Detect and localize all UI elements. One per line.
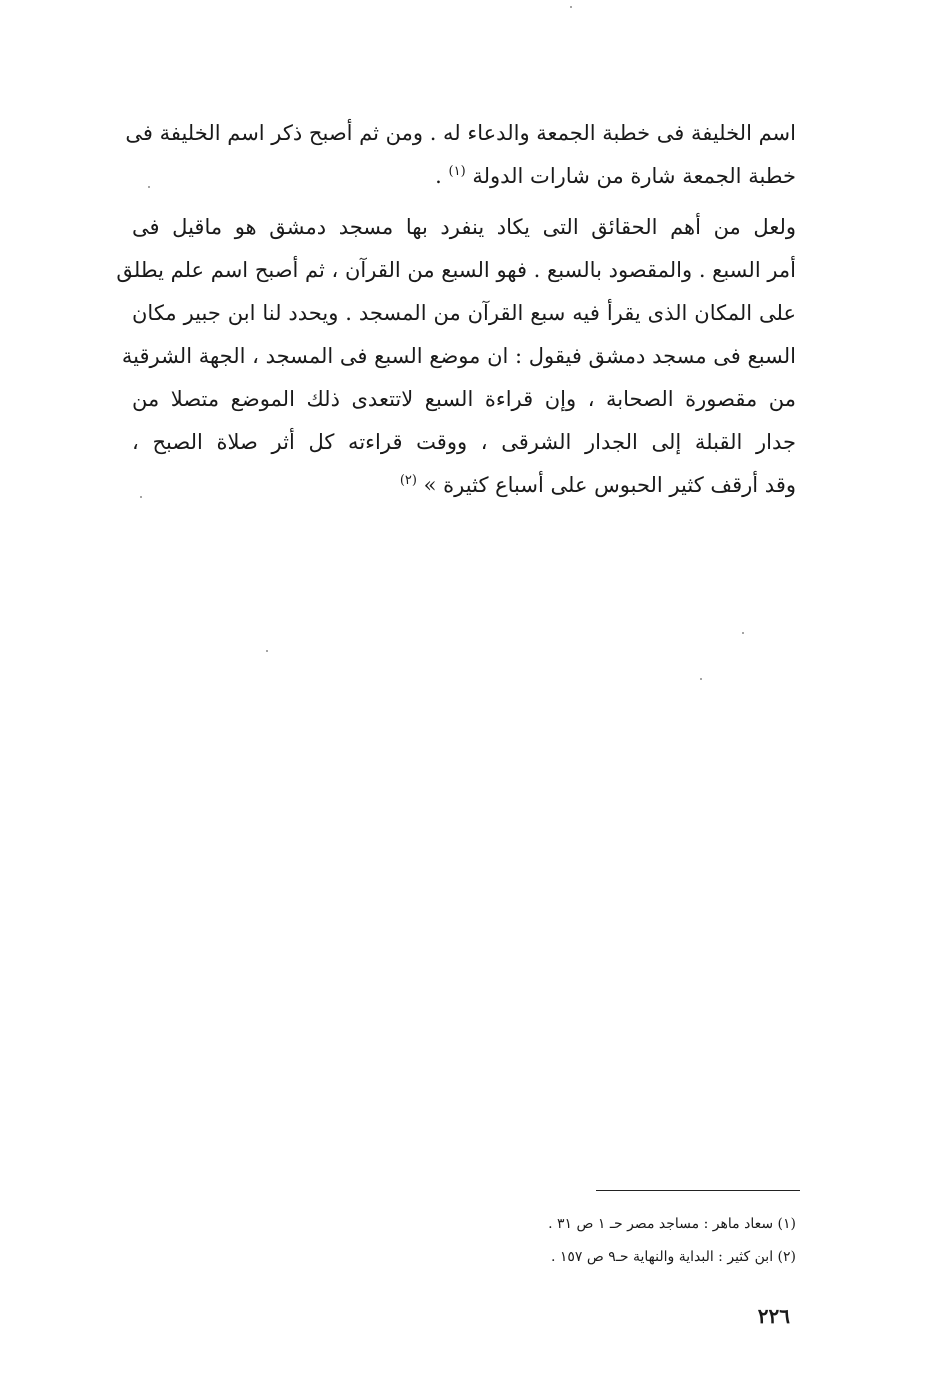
paragraph-1 <box>125 112 796 198</box>
footnote-reference-1[interactable]: (١) <box>448 164 466 179</box>
scan-speck <box>140 496 142 498</box>
main-text <box>116 112 796 507</box>
scan-speck <box>266 650 268 652</box>
text-line: اسم الخليفة فى خطبة الجمعة والدعاء له . ومن ثم أصبح ذكر اسم الخليفة فى <box>125 121 796 145</box>
scan-speck <box>742 632 744 634</box>
scan-speck <box>148 186 150 188</box>
paragraph-2 <box>116 206 796 507</box>
footnote-divider <box>596 1190 800 1191</box>
text-line-content: خطبة الجمعة شارة من شارات الدولة <box>472 164 796 188</box>
scan-speck <box>570 6 572 8</box>
footnote-reference-2[interactable]: (٢) <box>399 473 417 488</box>
footnote-1: (١) سعاد ماهر : مساجد مصر حـ ١ ص ٣١ . <box>548 1216 796 1232</box>
sentence-end: . <box>435 164 442 188</box>
scan-speck <box>700 678 702 680</box>
text-line: جدار القبلة إلى الجدار الشرقى ، ووقت قراءته كل أثر صلاة الصبح ، <box>132 430 796 454</box>
text-line: السبع فى مسجد دمشق فيقول : ان موضع السبع فى المسجد ، الجهة الشرقية <box>121 344 796 368</box>
text-line: من مقصورة الصحابة ، وإن قراءة السبع لاتتعدى ذلك الموضع متصلا من <box>132 387 796 411</box>
footnote-2: (٢) ابن كثير : البداية والنهاية حـ٩ ص ١٥٧ . <box>550 1249 796 1265</box>
text-line: أمر السبع . والمقصود بالسبع . فهو السبع من القرآن ، ثم أصبح اسم علم يطلق <box>116 258 796 282</box>
text-line-content: وقد أرقف كثير الحبوس على أسباع كثيرة » <box>423 473 796 497</box>
page-number: ٢٢٦ <box>757 1304 790 1328</box>
text-line: ولعل من أهم الحقائق التى يكاد ينفرد بها مسجد دمشق هو ماقيل فى <box>132 215 796 239</box>
text-line <box>132 464 796 507</box>
text-line <box>132 155 796 198</box>
text-line: على المكان الذى يقرأ فيه سبع القرآن من المسجد . ويحدد لنا ابن جبير مكان <box>132 301 796 325</box>
footnotes <box>400 1208 796 1274</box>
